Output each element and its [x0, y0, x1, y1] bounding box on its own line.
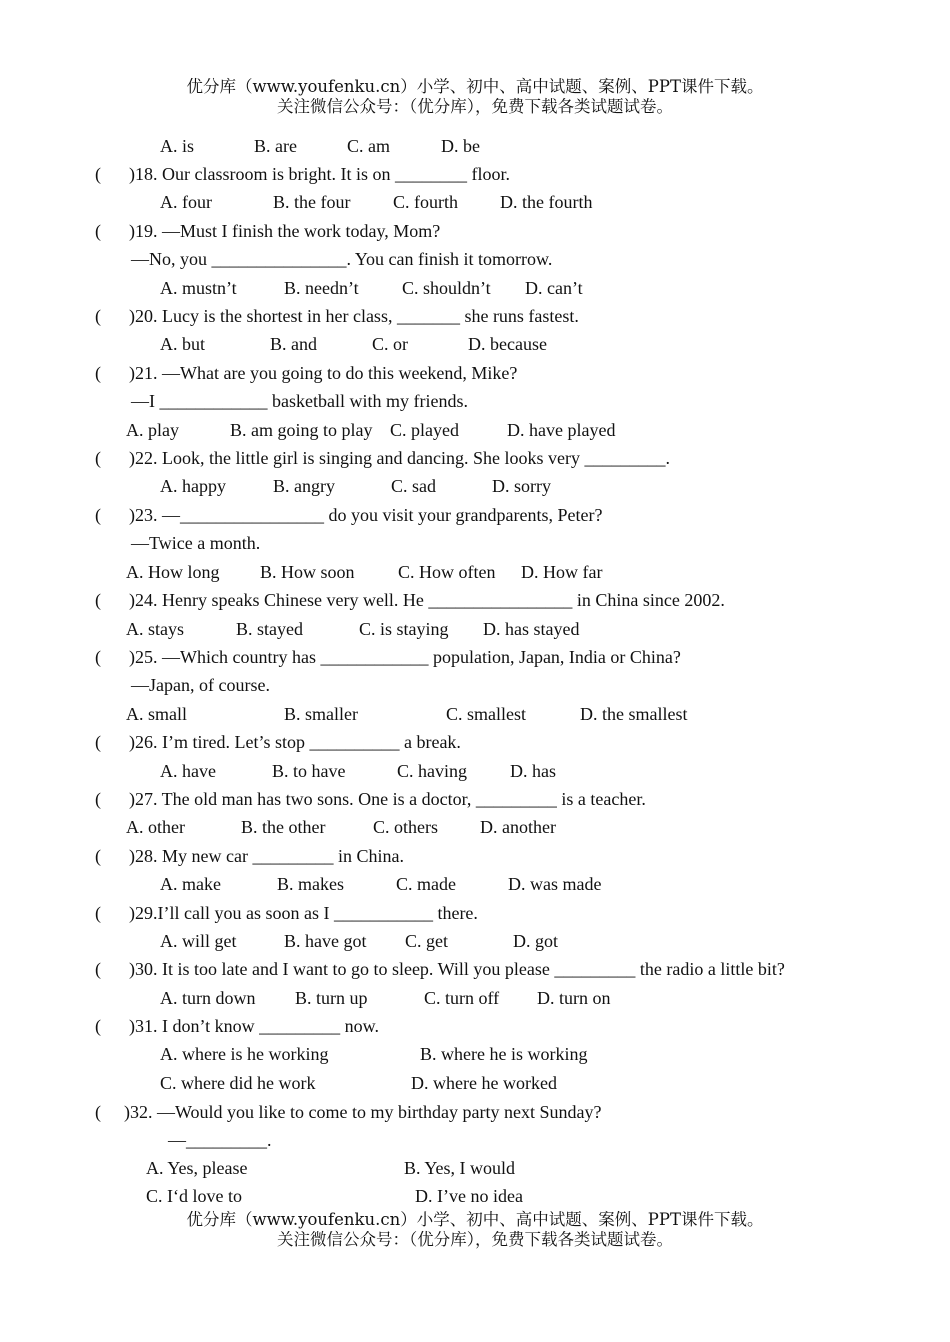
q23-answer-paren: (	[95, 505, 101, 525]
q26-option-d: D. has	[510, 761, 556, 781]
q27-answer-paren: (	[95, 789, 101, 809]
q25-option-d: D. the smallest	[580, 704, 688, 724]
q17-option-c: C. am	[347, 136, 390, 156]
q26-stem: )26. I’m tired. Let’s stop __________ a break.	[129, 732, 461, 752]
q21-stem: )21. —What are you going to do this weekend, Mike?	[129, 363, 518, 383]
q17-option-b: B. are	[254, 136, 297, 156]
q18-option-b: B. the four	[273, 192, 351, 212]
q28-answer-paren: (	[95, 846, 101, 866]
q22-option-a: A. happy	[160, 476, 226, 496]
q18-option-d: D. the fourth	[500, 192, 593, 212]
q25-option-c: C. smallest	[446, 704, 526, 724]
q18-option-a: A. four	[160, 192, 212, 212]
q22-option-c: C. sad	[391, 476, 436, 496]
q23-option-c: C. How often	[398, 562, 496, 582]
q25-option-a: A. small	[126, 704, 187, 724]
q20-option-d: D. because	[468, 334, 547, 354]
q29-option-d: D. got	[513, 931, 558, 951]
q30-option-a: A. turn down	[160, 988, 256, 1008]
q27-stem: )27. The old man has two sons. One is a doctor, _________ is a teacher.	[129, 789, 646, 809]
q20-option-b: B. and	[270, 334, 317, 354]
q20-option-a: A. but	[160, 334, 205, 354]
q31-option-b: B. where he is working	[420, 1044, 588, 1064]
q19-option-d: D. can’t	[525, 278, 583, 298]
q31-option-d: D. where he worked	[411, 1073, 557, 1093]
q20-answer-paren: (	[95, 306, 101, 326]
q29-option-c: C. get	[405, 931, 448, 951]
q27-option-b: B. the other	[241, 817, 326, 837]
q32-answer-paren: (	[95, 1102, 101, 1122]
q18-stem: )18. Our classroom is bright. It is on ________ floor.	[129, 164, 510, 184]
q26-option-c: C. having	[397, 761, 467, 781]
q29-option-a: A. will get	[160, 931, 237, 951]
q31-stem: )31. I don’t know _________ now.	[129, 1016, 379, 1036]
q21-answer-paren: (	[95, 363, 101, 383]
q19-reply: —No, you _______________. You can finish it tomorrow.	[131, 249, 553, 269]
q29-answer-paren: (	[95, 903, 101, 923]
q22-answer-paren: (	[95, 448, 101, 468]
q17-option-d: D. be	[441, 136, 480, 156]
q22-option-d: D. sorry	[492, 476, 551, 496]
q18-option-c: C. fourth	[393, 192, 458, 212]
q25-option-b: B. smaller	[284, 704, 358, 724]
q27-option-c: C. others	[373, 817, 438, 837]
page-footer-line-2: 关注微信公众号：（优分库），免费下载各类试题试卷。	[277, 1230, 673, 1249]
q27-option-a: A. other	[126, 817, 185, 837]
q24-option-c: C. is staying	[359, 619, 449, 639]
q22-option-b: B. angry	[273, 476, 335, 496]
q28-option-b: B. makes	[277, 874, 344, 894]
q20-stem: )20. Lucy is the shortest in her class, _______ she runs fastest.	[129, 306, 579, 326]
q32-option-b: B. Yes, I would	[404, 1158, 516, 1178]
q24-option-b: B. stayed	[236, 619, 303, 639]
q32-option-c: C. I‘d love to	[146, 1186, 242, 1206]
q30-option-d: D. turn on	[537, 988, 611, 1008]
q31-option-a: A. where is he working	[160, 1044, 329, 1064]
q23-option-d: D. How far	[521, 562, 603, 582]
q23-option-b: B. How soon	[260, 562, 355, 582]
q25-answer-paren: (	[95, 647, 101, 667]
q23-option-a: A. How long	[126, 562, 220, 582]
q18-answer-paren: (	[95, 164, 101, 184]
q23-stem: )23. —________________ do you visit your grandparents, Peter?	[129, 505, 603, 525]
q26-option-b: B. to have	[272, 761, 346, 781]
q24-stem: )24. Henry speaks Chinese very well. He ________________ in China since 2002.	[129, 590, 725, 610]
q31-option-c: C. where did he work	[160, 1073, 316, 1093]
q32-stem: )32. —Would you like to come to my birthday party next Sunday?	[124, 1102, 602, 1122]
q25-stem: )25. —Which country has ____________ population, Japan, India or China?	[129, 647, 681, 667]
q30-answer-paren: (	[95, 959, 101, 979]
q32-option-d: D. I’ve no idea	[415, 1186, 523, 1206]
q32-option-a: A. Yes, please	[146, 1158, 248, 1178]
q20-option-c: C. or	[372, 334, 408, 354]
q28-option-a: A. make	[160, 874, 221, 894]
q19-option-a: A. mustn’t	[160, 278, 237, 298]
q21-option-c: C. played	[390, 420, 459, 440]
q31-answer-paren: (	[95, 1016, 101, 1036]
q24-answer-paren: (	[95, 590, 101, 610]
q27-option-d: D. another	[480, 817, 556, 837]
q19-option-b: B. needn’t	[284, 278, 359, 298]
q19-option-c: C. shouldn’t	[402, 278, 491, 298]
q21-reply: —I ____________ basketball with my friends.	[131, 391, 468, 411]
q21-option-b: B. am going to play	[230, 420, 373, 440]
q22-stem: )22. Look, the little girl is singing and dancing. She looks very _________.	[129, 448, 670, 468]
q32-reply: —_________.	[168, 1130, 272, 1150]
q17-option-a: A. is	[160, 136, 195, 156]
q28-option-d: D. was made	[508, 874, 602, 894]
q21-option-d: D. have played	[507, 420, 616, 440]
q29-stem: )29.I’ll call you as soon as I ___________ there.	[129, 903, 478, 923]
page-header-line-1: 优分库（www.youfenku.cn）小学、初中、高中试题、案例、PPT课件下载。	[186, 77, 764, 96]
q24-option-a: A. stays	[126, 619, 184, 639]
q28-option-c: C. made	[396, 874, 456, 894]
page-header-line-2: 关注微信公众号：（优分库），免费下载各类试题试卷。	[277, 97, 673, 116]
q19-stem: )19. —Must I finish the work today, Mom?	[129, 221, 441, 241]
q21-option-a: A. play	[126, 420, 179, 440]
q26-answer-paren: (	[95, 732, 101, 752]
q30-stem: )30. It is too late and I want to go to sleep. Will you please _________ the radio a little bit?	[129, 959, 785, 979]
q30-option-b: B. turn up	[295, 988, 368, 1008]
q26-option-a: A. have	[160, 761, 216, 781]
q25-reply: —Japan, of course.	[131, 675, 270, 695]
page-footer-line-1: 优分库（www.youfenku.cn）小学、初中、高中试题、案例、PPT课件下载。	[186, 1210, 764, 1229]
q24-option-d: D. has stayed	[483, 619, 580, 639]
q19-answer-paren: (	[95, 221, 101, 241]
q29-option-b: B. have got	[284, 931, 367, 951]
q30-option-c: C. turn off	[424, 988, 500, 1008]
q23-reply: —Twice a month.	[131, 533, 261, 553]
q28-stem: )28. My new car _________ in China.	[129, 846, 404, 866]
